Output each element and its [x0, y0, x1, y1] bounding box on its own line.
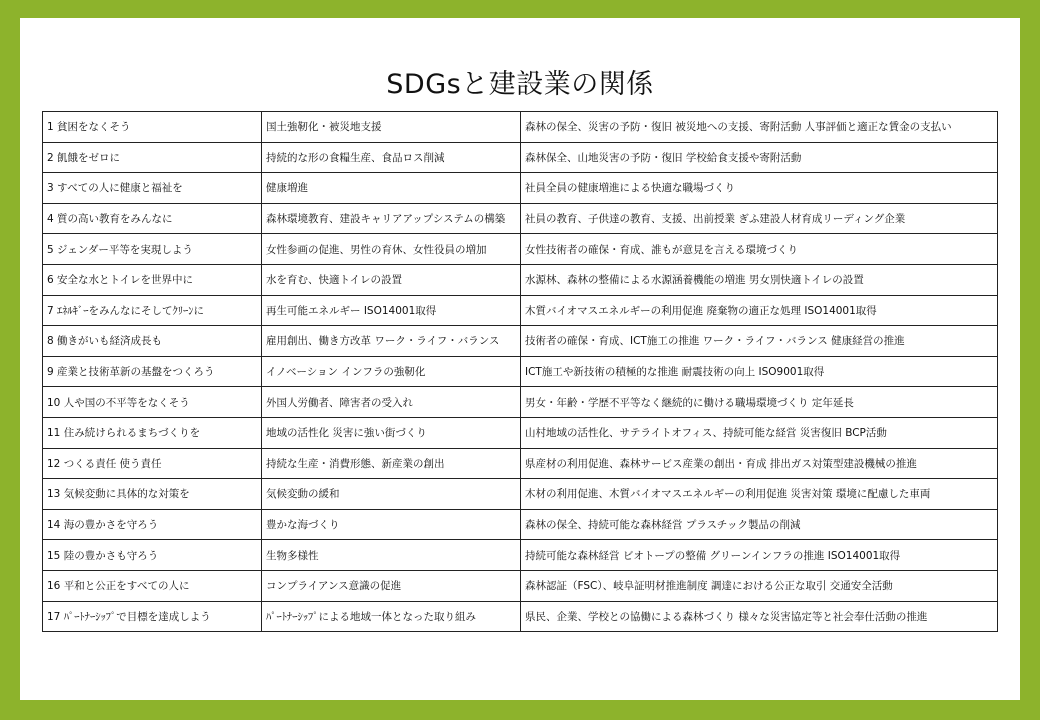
actions-cell: 山村地域の活性化、サテライトオフィス、持続可能な経営 災害復旧 BCP活動 — [521, 417, 998, 448]
theme-cell: 再生可能エネルギー ISO14001取得 — [262, 295, 521, 326]
goal-cell: 10 人や国の不平等をなくそう — [43, 387, 262, 418]
table-row — [43, 417, 998, 448]
table-row — [43, 234, 998, 265]
goal-cell: 15 陸の豊かさも守ろう — [43, 540, 262, 571]
actions-cell: 森林認証（FSC）、岐阜証明材推進制度 調達における公正な取引 交通安全活動 — [521, 570, 998, 601]
actions-cell: 女性技術者の確保・育成、誰もが意見を言える環境づくり — [521, 234, 998, 265]
table-row — [43, 387, 998, 418]
table-row — [43, 601, 998, 632]
table-row — [43, 448, 998, 479]
goal-cell: 3 すべての人に健康と福祉を — [43, 173, 262, 204]
theme-cell: 気候変動の緩和 — [262, 479, 521, 510]
table-row — [43, 295, 998, 326]
actions-cell: 県民、企業、学校との協働による森林づくり 様々な災害協定等と社会奉仕活動の推進 — [521, 601, 998, 632]
theme-cell: 森林環境教育、建設キャリアアップシステムの構築 — [262, 203, 521, 234]
actions-cell: 男女・年齢・学歴不平等なく継続的に働ける職場環境づくり 定年延長 — [521, 387, 998, 418]
theme-cell: 水を育む、快適トイレの設置 — [262, 264, 521, 295]
theme-cell: 地域の活性化 災害に強い街づくり — [262, 417, 521, 448]
goal-cell: 17 ﾊﾟｰﾄﾅｰｼｯﾌﾟで目標を達成しよう — [43, 601, 262, 632]
table-row — [43, 142, 998, 173]
goal-cell: 12 つくる責任 使う責任 — [43, 448, 262, 479]
actions-cell: 森林保全、山地災害の予防・復旧 学校給食支援や寄附活動 — [521, 142, 998, 173]
table-row — [43, 326, 998, 357]
goal-cell: 9 産業と技術革新の基盤をつくろう — [43, 356, 262, 387]
table-row — [43, 112, 998, 143]
slide-title: SDGsと建設業の関係 — [386, 69, 654, 100]
theme-cell: 生物多様性 — [262, 540, 521, 571]
actions-cell: 森林の保全、災害の予防・復旧 被災地への支援、寄附活動 人事評価と適正な賃金の支払い — [521, 112, 998, 143]
actions-cell: ICT施工や新技術の積極的な推進 耐震技術の向上 ISO9001取得 — [521, 356, 998, 387]
goal-cell: 6 安全な水とトイレを世界中に — [43, 264, 262, 295]
goal-cell: 5 ジェンダー平等を実現しよう — [43, 234, 262, 265]
sdgs-table — [42, 111, 998, 632]
table-row — [43, 540, 998, 571]
actions-cell: 水源林、森林の整備による水源涵養機能の増進 男女別快適トイレの設置 — [521, 264, 998, 295]
theme-cell: 女性参画の促進、男性の育休、女性役員の増加 — [262, 234, 521, 265]
goal-cell: 13 気候変動に具体的な対策を — [43, 479, 262, 510]
goal-cell: 4 質の高い教育をみんなに — [43, 203, 262, 234]
actions-cell: 木質バイオマスエネルギーの利用促進 廃棄物の適正な処理 ISO14001取得 — [521, 295, 998, 326]
theme-cell: 雇用創出、働き方改革 ワーク・ライフ・バランス — [262, 326, 521, 357]
goal-cell: 1 貧困をなくそう — [43, 112, 262, 143]
theme-cell: 持続な生産・消費形態、新産業の創出 — [262, 448, 521, 479]
theme-cell: イノベーション インフラの強靭化 — [262, 356, 521, 387]
actions-cell: 社員全員の健康増進による快適な職場づくり — [521, 173, 998, 204]
theme-cell: 外国人労働者、障害者の受入れ — [262, 387, 521, 418]
goal-cell: 8 働きがいも経済成長も — [43, 326, 262, 357]
actions-cell: 持続可能な森林経営 ビオトープの整備 グリーンインフラの推進 ISO14001取得 — [521, 540, 998, 571]
theme-cell: 健康増進 — [262, 173, 521, 204]
sdgs-table-body — [43, 112, 998, 632]
actions-cell: 技術者の確保・育成、ICT施工の推進 ワーク・ライフ・バランス 健康経営の推進 — [521, 326, 998, 357]
actions-cell: 木材の利用促進、木質バイオマスエネルギーの利用促進 災害対策 環境に配慮した車両 — [521, 479, 998, 510]
actions-cell: 森林の保全、持続可能な森林経営 プラスチック製品の削減 — [521, 509, 998, 540]
theme-cell: 国土強靭化・被災地支援 — [262, 112, 521, 143]
theme-cell: ﾊﾟｰﾄﾅｰｼｯﾌﾟによる地域一体となった取り組み — [262, 601, 521, 632]
goal-cell: 11 住み続けられるまちづくりを — [43, 417, 262, 448]
table-row — [43, 356, 998, 387]
goal-cell: 16 平和と公正をすべての人に — [43, 570, 262, 601]
theme-cell: コンプライアンス意識の促進 — [262, 570, 521, 601]
theme-cell: 持続的な形の食糧生産、食品ロス削減 — [262, 142, 521, 173]
slide — [20, 18, 1020, 700]
table-row — [43, 264, 998, 295]
table-row — [43, 173, 998, 204]
table-row — [43, 509, 998, 540]
table-row — [43, 203, 998, 234]
table-row — [43, 570, 998, 601]
table-row — [43, 479, 998, 510]
goal-cell: 7 ｴﾈﾙｷﾞｰをみんなにそしてｸﾘｰﾝに — [43, 295, 262, 326]
goal-cell: 2 飢餓をゼロに — [43, 142, 262, 173]
theme-cell: 豊かな海づくり — [262, 509, 521, 540]
actions-cell: 県産材の利用促進、森林サービス産業の創出・育成 排出ガス対策型建設機械の推進 — [521, 448, 998, 479]
goal-cell: 14 海の豊かさを守ろう — [43, 509, 262, 540]
actions-cell: 社員の教育、子供達の教育、支援、出前授業 ぎふ建設人材育成リーディング企業 — [521, 203, 998, 234]
